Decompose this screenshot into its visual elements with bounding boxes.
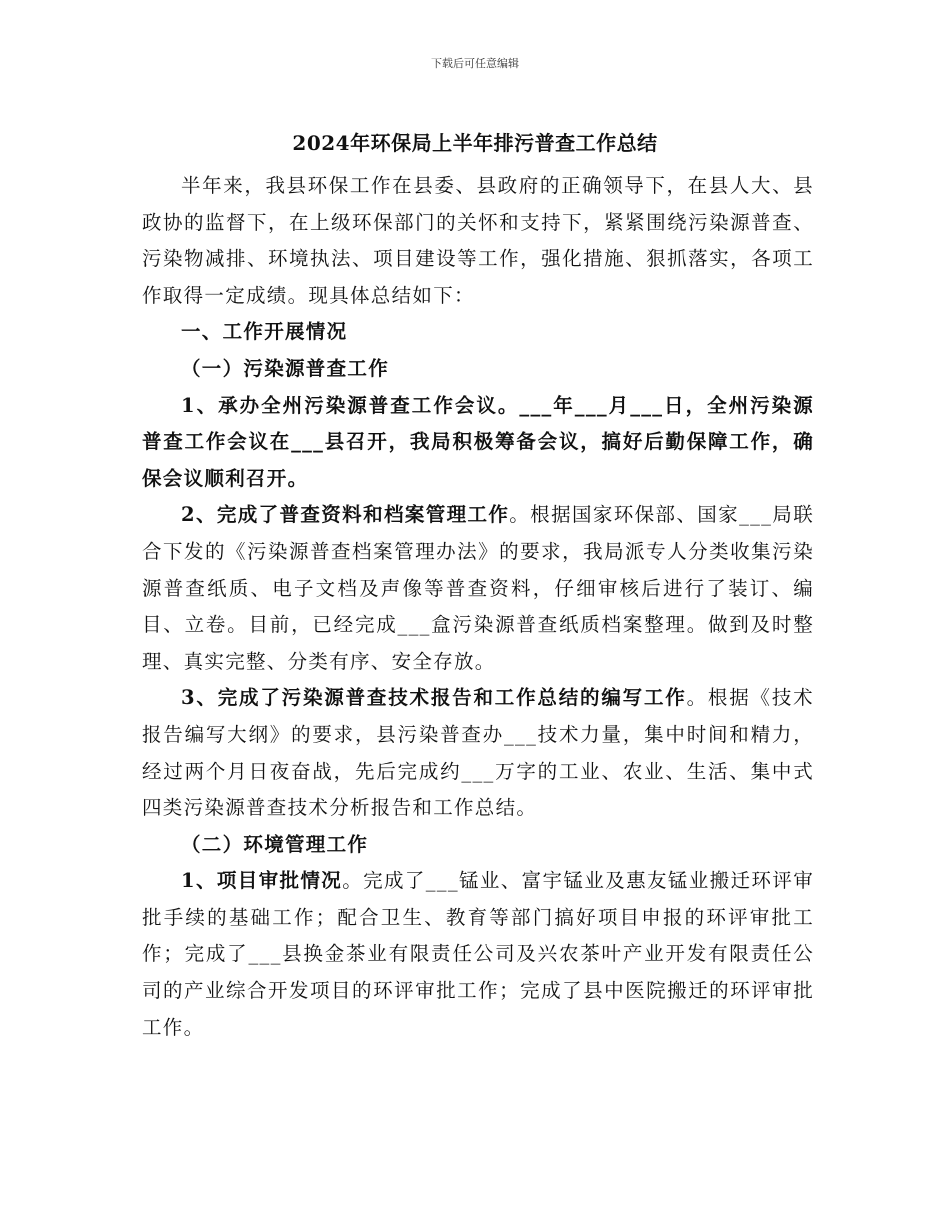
- page-header: 下载后可任意编辑: [431, 57, 519, 70]
- subsection-heading-2: （二）环境管理工作: [181, 832, 369, 856]
- paragraph-item-1: 1、承办全州污染源普查工作会议。___年___月___日，全州污染源普查工作会议在___县召开，我局积极筹备会议，搞好后勤保障工作，确保会议顺利召开。: [142, 393, 814, 490]
- project-approval-text: 。完成了___锰业、富宇锰业及惠友锰业搬迁环评审批手续的基础工作；配合卫生、教育等部门搞好项目申报的环评审批工作；完成了___县换金茶业有限责任公司及兴农茶叶产业开发有限责任公司的产业综合开发项目的环评审批工作；完成了县中医院搬迁的环评审批工作。: [142, 869, 815, 1039]
- item-2-lead: 2、完成了普查资料和档案管理工作: [181, 503, 510, 527]
- paragraph-project-approval: [142, 863, 814, 1046]
- document-title: 2024年环保局上半年排污普查工作总结: [292, 131, 658, 155]
- item-3-lead: 3、完成了污染源普查技术报告和工作总结的编写工作: [181, 686, 687, 710]
- section-heading-1: 一、工作开展情况: [181, 320, 348, 344]
- project-approval-lead: 1、项目审批情况: [181, 869, 343, 893]
- intro-paragraph: 半年来，我县环保工作在县委、县政府的正确领导下，在县人大、县政协的监督下，在上级环保部门的关怀和支持下，紧紧围绕污染源普查、污染物减排、环境执法、项目建设等工作，强化措施、狠抓落实，各项工作取得一定成绩。现具体总结如下：: [142, 174, 814, 307]
- item-2-text: 。根据国家环保部、国家___局联合下发的《污染源普查档案管理办法》的要求，我局派专人分类收集污染源普查纸质、电子文档及声像等普查资料，仔细审核后进行了装订、编目、立卷。目前，已经完成___盒污染源普查纸质档案整理。做到及时整理、真实完整、分类有序、安全存放。: [142, 503, 814, 673]
- paragraph-item-3: [142, 680, 814, 826]
- document-body: [142, 168, 814, 1046]
- paragraph-item-2: [142, 497, 814, 680]
- subsection-heading-1: （一）污染源普查工作: [181, 356, 390, 380]
- item-3-text: 。根据《技术报告编写大纲》的要求，县污染普查办___技术力量，集中时间和精力，经过两个月日夜奋战，先后完成约___万字的工业、农业、生活、集中式四类污染源普查技术分析报告和工作总结。: [142, 686, 814, 820]
